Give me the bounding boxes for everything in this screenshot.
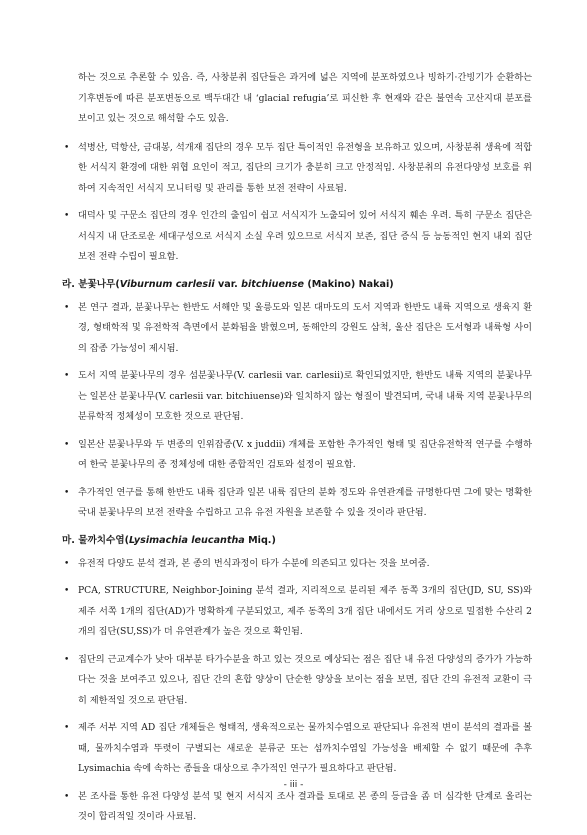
bullet-icon: • <box>64 211 70 221</box>
list-item <box>62 650 532 712</box>
bullet-text: 일본산 분꽃나무와 두 변종의 인위잡종(V. x juddii) 개체를 포함한 추가적인 형태 및 집단유전학적 연구를 수행하여 한국 분꽃나무의 종 정체성에 대한 종합적인 검토와 설정이 필요함. <box>78 438 532 470</box>
bullet-icon: • <box>64 302 70 313</box>
list-item <box>62 718 532 780</box>
section-heading-viburnum: 라. 분꽃나무(Viburnum carlesii var. bitchiuense (Makino) Nakai) <box>62 278 394 290</box>
bullet-text: 본 조사를 통한 유전 다양성 분석 및 현지 서식지 조사 결과를 토대로 본 종의 등급을 좀 더 심각한 단계로 올리는 것이 합리적일 것이라 사료됨. <box>78 790 532 822</box>
bullet-text: 추가적인 연구를 통해 한반도 내륙 집단과 일본 내륙 집단의 분화 정도와 유연관계를 규명한다면 그에 맞는 명확한 국내 분꽃나무의 보전 전략을 수립하고 고유 유전 자원을 보존할 수 있을 것이라 판단됨. <box>78 486 532 518</box>
bullet-icon: • <box>64 439 70 450</box>
bullet-text: 도서 지역 분꽃나무의 경우 섬분꽃나무(V. carlesii var. carlesii)로 확인되었지만, 한반도 내륙 지역의 분꽃나무는 일본산 분꽃나무(V. carlesii var. bitchiuense)와 일치하지 않는 형질이 발견되며, 국내 내륙 지역 분꽃나무의 분류학적 정체성이 모호한 것으로 판단됨. <box>78 370 532 422</box>
list-item <box>62 298 532 360</box>
bullet-icon: • <box>64 487 70 498</box>
intro-paragraph: 하는 것으로 추론할 수 있음. 즉, 사창분취 집단들은 과거에 넓은 지역에 분포하였으나 빙하기·간빙기가 순환하는 기후변동에 따른 분포변동으로 백두대간 내 ‘glacial refugia’로 피신한 후 현재와 같은 불연속 고산지대 분포를 보이고 있는 것으로 해석할 수도 있음. <box>78 72 532 124</box>
list-item <box>62 554 532 575</box>
list-item <box>62 483 532 524</box>
bullet-text: 석병산, 덕항산, 금대봉, 석개재 집단의 경우 모두 집단 특이적인 유전형을 보유하고 있으며, 사창분취 생육에 적합한 서식지 환경에 대한 위협 요인이 적고, 집단의 크기가 충분히 크고 안정적임. 사창분취의 유전다양성 보호를 위하여 지속적인 서식지 모니터링 및 관리를 통한 보전 전략이 사료됨. <box>78 141 532 194</box>
bullet-text: 대덕사 및 구문소 집단의 경우 인간의 출입이 쉽고 서식지가 노출되어 있어 서식지 훼손 우려. 특히 구문소 집단은 서식지 내 단조로운 세대구성으로 서식지 소실 우려 있으므로 서식지 보존, 집단 증식 등 능동적인 현지 내외 집단 보전 전략 수립이 필요함. <box>78 210 532 262</box>
section-c-bullet-list <box>62 138 532 268</box>
list-item <box>62 581 532 643</box>
page-content <box>62 68 532 835</box>
list-item <box>62 366 532 428</box>
list-item <box>62 435 532 476</box>
section-d-bullet-list <box>62 298 532 524</box>
bullet-icon: • <box>64 791 70 802</box>
bullet-text: 본 연구 결과, 분꽃나무는 한반도 서해안 및 울릉도와 일본 대마도의 도서 지역과 한반도 내륙 지역으로 생육지 환경, 형태학적 및 유전학적 측면에서 분화됨을 밝혔으며, 동해안의 강원도 삼척, 울산 집단은 도서형과 내륙형 사이의 잡종 가능성이 제시됨. <box>78 301 532 354</box>
list-item <box>62 206 532 268</box>
bullet-icon: • <box>64 723 70 733</box>
list-item <box>62 787 532 828</box>
section-heading-lysimachia: 마. 물까치수염(Lysimachia leucantha Miq.) <box>62 534 276 546</box>
page-number: - iii - <box>283 780 304 790</box>
bullet-text: PCA, STRUCTURE, Neighbor-Joining 분석 결과, 지리적으로 분리된 제주 동쪽 3개의 집단(JD, SU, SS)와 제주 서쪽 1개의 집단(AD)가 명확하게 구분되었고, 제주 동쪽의 3개 집단 내에서도 거리 상으로 밀접한 수산리 2개의 집단(SU,SS)가 더 유연관계가 높은 것으로 확인됨. <box>78 585 532 637</box>
bullet-icon: • <box>64 558 70 569</box>
bullet-icon: • <box>64 142 70 153</box>
bullet-icon: • <box>64 654 70 665</box>
bullet-text: 제주 서부 지역 AD 집단 개체들은 형태적, 생육적으로는 물까치수염으로 판단되나 유전적 변이 분석의 결과를 볼 때, 물까치수염과 뚜렷이 구별되는 새로운 분류군 또는 섬까치수염일 가능성을 배제할 수 없기 때문에 추후 Lysimachia 속에 속하는 종들을 대상으로 추가적인 연구가 필요하다고 판단됨. <box>78 722 532 774</box>
bullet-icon: • <box>64 371 70 381</box>
list-item <box>62 138 532 200</box>
bullet-icon: • <box>64 586 70 596</box>
bullet-text: 유전적 다양도 분석 결과, 본 종의 번식과정이 타가 수분에 의존되고 있다는 것을 보여줌. <box>78 557 430 569</box>
bullet-text: 집단의 근교계수가 낮아 대부분 타가수분을 하고 있는 것으로 예상되는 점은 집단 내 유전 다양성의 증가가 가능하다는 것을 보여주고 있으나, 집단 간의 혼합 양상이 단순한 양상을 보이는 점을 보면, 집단 간의 유전적 교환이 극히 제한적일 것으로 판단됨. <box>78 653 532 706</box>
